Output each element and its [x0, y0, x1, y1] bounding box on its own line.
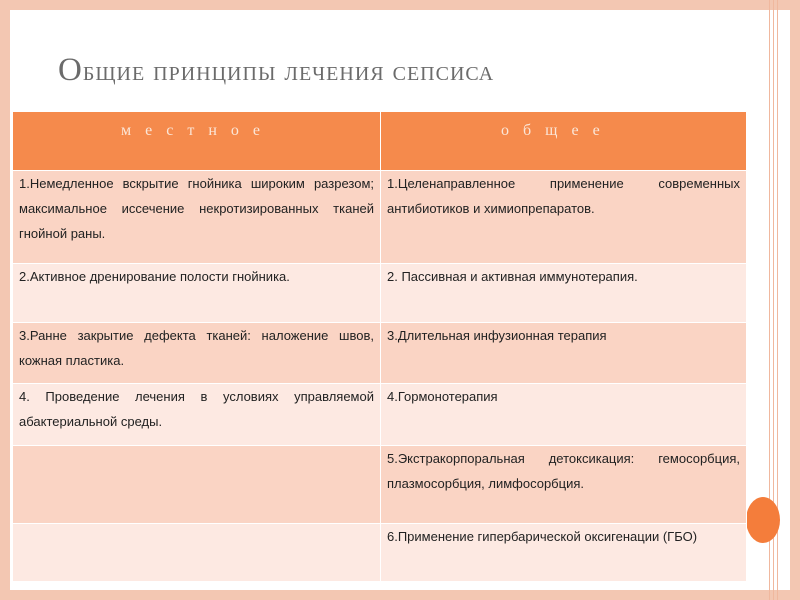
table-header-row — [13, 112, 747, 171]
table-row — [13, 171, 747, 264]
cell-general: 5.Экстракорпоральная детоксикация: гемосорбция, плазмосорбция, лимфосорбция. — [381, 446, 747, 524]
cell-local: 3.Ранне закрытие дефекта тканей: наложение швов, кожная пластика. — [13, 323, 381, 384]
frame-top-border — [10, 0, 790, 10]
cell-general: 3.Длительная инфузионная терапия — [381, 323, 747, 384]
frame-bottom-border — [10, 590, 790, 600]
cell-general: 1.Целенаправленное применение современных антибиотиков и химиопрепаратов. — [381, 171, 747, 264]
cell-local — [13, 524, 381, 582]
header-general: о б щ е е — [381, 112, 747, 171]
cell-local: 2.Активное дренирование полости гнойника. — [13, 264, 381, 323]
cell-local: 4. Проведение лечения в условиях управляемой абактериальной среды. — [13, 384, 381, 446]
cell-general: 4.Гормонотерапия — [381, 384, 747, 446]
frame-right-border — [790, 0, 800, 600]
table-row — [13, 384, 747, 446]
frame-left-border — [0, 0, 10, 600]
cell-general: 6.Применение гипербарической оксигенации (ГБО) — [381, 524, 747, 582]
table-row — [13, 524, 747, 582]
table-row — [13, 446, 747, 524]
treatment-table — [12, 111, 747, 582]
header-local: м е с т н о е — [13, 112, 381, 171]
table-row — [13, 323, 747, 384]
cell-local — [13, 446, 381, 524]
cell-general: 2. Пассивная и активная иммунотерапия. — [381, 264, 747, 323]
table-row — [13, 264, 747, 323]
slide-title — [58, 52, 494, 89]
accent-circle — [746, 497, 780, 543]
slide-title-rest: бщие принципы лечения сепсиса — [82, 56, 495, 87]
slide-title-initial: О — [58, 52, 83, 88]
cell-local: 1.Немедленное вскрытие гнойника широким разрезом; максимальное иссечение некротизированных тканей гнойной раны. — [13, 171, 381, 264]
